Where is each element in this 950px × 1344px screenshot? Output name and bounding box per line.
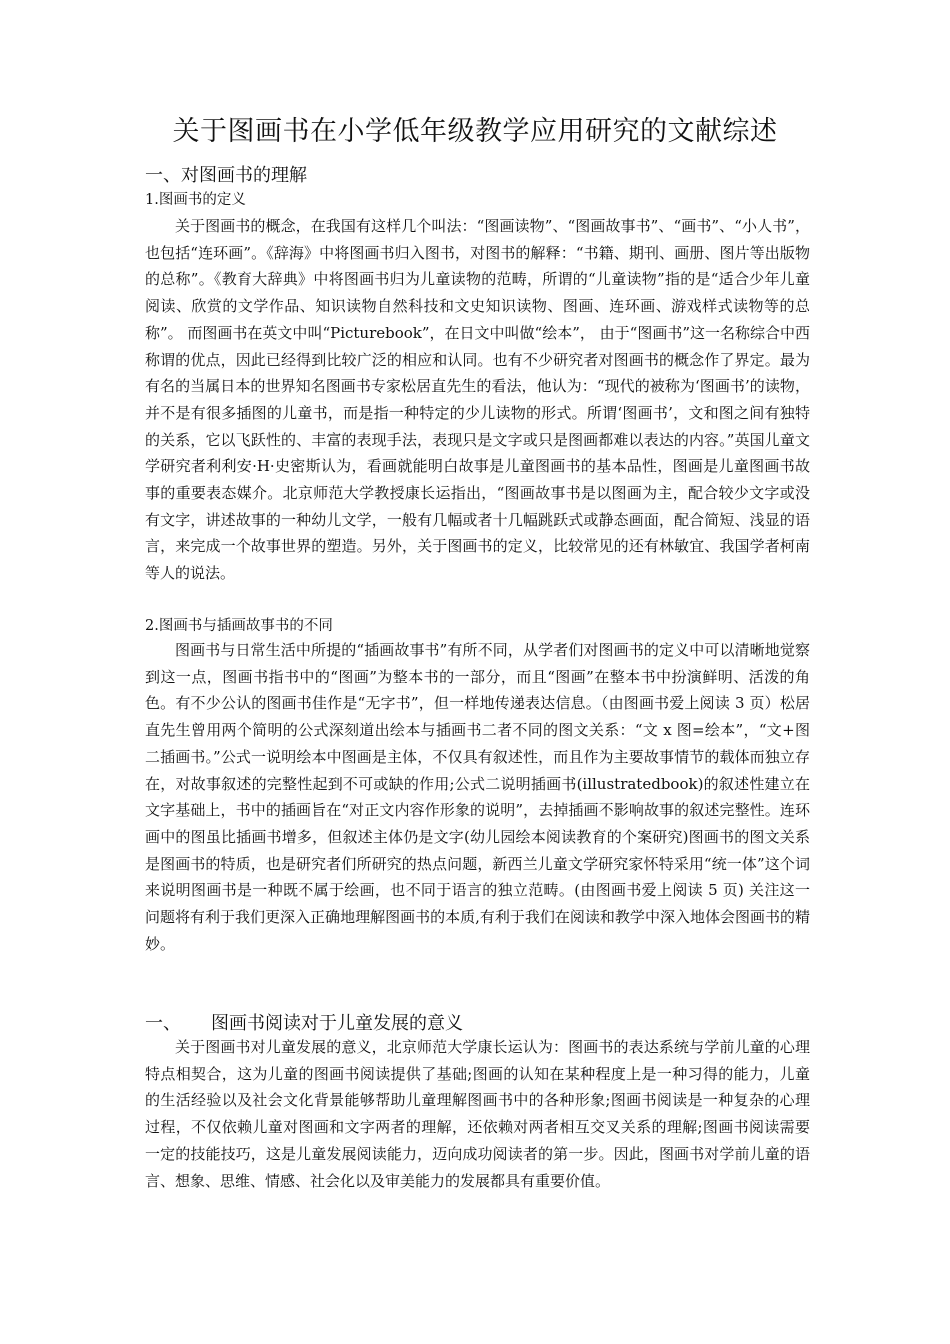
section-heading-understanding: 一、对图画书的理解: [145, 165, 307, 186]
paragraph-significance: 关于图画书对儿童发展的意义，北京师范大学康长运认为：图画书的表达系统与学前儿童的心理特点相契合，这为儿童的图画书阅读提供了基础;图画的认知在某种程度上是一种习得的能力，儿童的生活经验以及社会文化背景能够帮助儿童理解图画书中的各种形象;图画书阅读是一种复杂的心理过程，不仅依赖儿童对图画和文字两者的理解，还依赖对两者相互交叉关系的理解;图画书阅读需要一定的技能技巧，这是儿童发展阅读能力，迈向成功阅读者的第一步。因此，图画书对学前儿童的语言、想象、思维、情感、社会化以及审美能力的发展都具有重要价值。: [145, 1038, 810, 1190]
subsection-heading-difference: 2.图画书与插画故事书的不同: [145, 618, 333, 634]
paragraph-difference: 图画书与日常生活中所提的“插画故事书”有所不同，从学者们对图画书的定义中可以清晰地觉察到这一点，图画书指书中的“图画”为整本书的一部分，而且“图画”在整本书中扮演鲜明、活泼的角色。有不少公认的图画书佳作是“无字书”，但一样地传递表达信息。（由图画书爱上阅读 3 页）松居直先生曾用两个简明的公式深刻道出绘本与插画书二者不同的图文关系：“文 x 图=绘本”，“文+图二插画书。”公式一说明绘本中图画是主体，不仅具有叙述性，而且作为主要故事情节的载体而独立存在，对故事叙述的完整性起到不可或缺的作用;公式二说明插画书(illustratedbook)的叙述性建立在文字基础上，书中的插画旨在“对正文内容作形象的说明”，去掉插画不影响故事的叙述完整性。连环画中的图虽比插画书增多，但叙述主体仍是文字(幼儿园绘本阅读教育的个案研究)图画书的图文关系是图画书的特质，也是研究者们所研究的热点问题，新西兰儿童文学研究家怀特采用“统一体”这个词来说明图画书是一种既不属于绘画，也不同于语言的独立范畴。(由图画书爱上阅读 5 页) 关注这一问题将有利于我们更深入正确地理解图画书的本质,有利于我们在阅读和教学中深入地体会图画书的精妙。: [145, 641, 810, 953]
section-number: 一、: [145, 1013, 181, 1034]
paragraph-definition: 关于图画书的概念，在我国有这样几个叫法：“图画读物”、“图画故事书”、“画书”、“小人书”，也包括“连环画”。《辞海》中将图画书归入图书，对图书的解释：“书籍、期刊、画册、图片等出版物的总称”。《教育大辞典》中将图画书归为儿童读物的范畴，所谓的“儿童读物”指的是“适合少年儿童阅读、欣赏的文学作品、知识读物自然科技和文史知识读物、图画、连环画、游戏样式读物等的总称”。 而图画书在英文中叫“Picturebook”，在日文中叫做“绘本”， 由于“图画书”这一名称综合中西称谓的优点，因此已经得到比较广泛的相应和认同。也有不少研究者对图画书的概念作了界定。最为有名的当属日本的世界知名图画书专家松居直先生的看法，他认为：“现代的被称为‘图画书’的读物，并不是有很多插图的儿童书，而是指一种特定的少儿读物的形式。所谓‘图画书’，文和图之间有独特的关系，它以飞跃性的、丰富的表现手法，表现只是文字或只是图画都难以表达的内容。”英国儿童文学研究者利利安·H·史密斯认为，看画就能明白故事是儿童图画书的基本品性，图画是儿童图画书故事的重要表态媒介。北京师范大学教授康长运指出，“图画故事书是以图画为主，配合较少文字或没有文字，讲述故事的一种幼儿文学，一般有几幅或者十几幅跳跃式或静态画面，配合简短、浅显的语言，来完成一个故事世界的塑造。另外，关于图画书的定义，比较常见的还有林敏宜、我国学者柯南等人的说法。: [145, 217, 810, 583]
section-heading-text: 图画书阅读对于儿童发展的意义: [211, 1013, 463, 1034]
document-title: 关于图画书在小学低年级教学应用研究的文献综述: [172, 116, 778, 147]
subsection-heading-definition: 1.图画书的定义: [145, 192, 246, 208]
